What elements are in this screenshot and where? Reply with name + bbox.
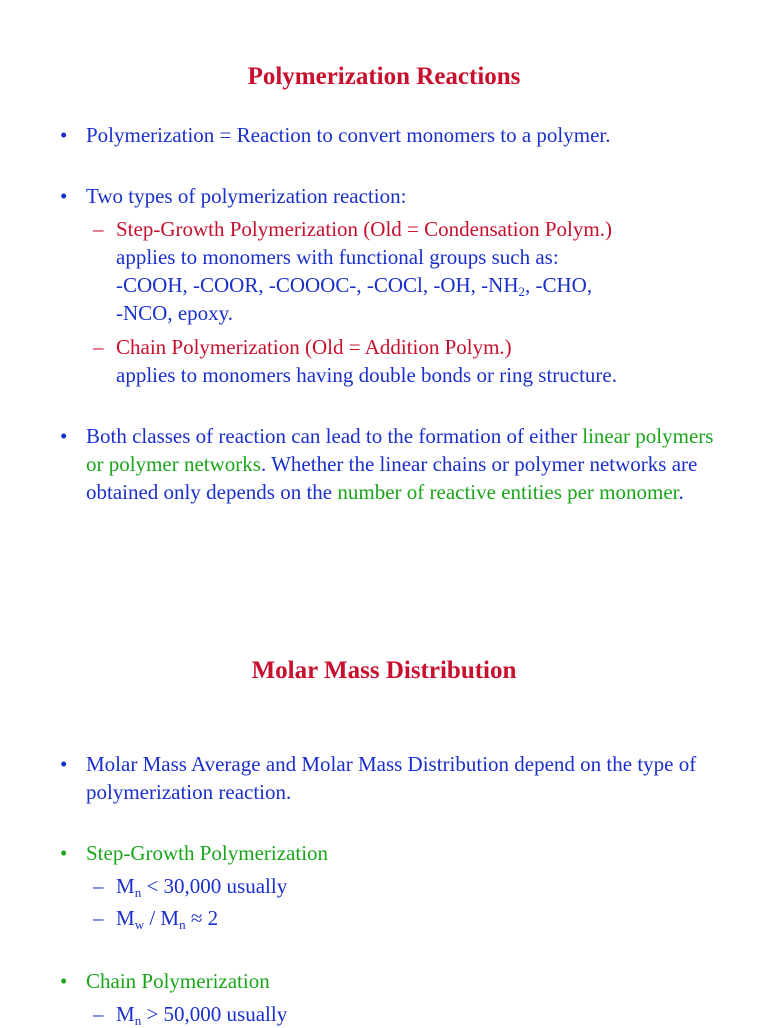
mn-text: $M_n < 30,000$ usually — [116, 874, 288, 900]
bullet-text: Chain Polymerization — [86, 969, 270, 993]
dash-marker: – — [93, 1002, 104, 1026]
dash-marker: – — [93, 874, 104, 898]
chain-line2: applies to monomers having double bonds or ring structure. — [116, 363, 617, 387]
step-growth-mn — [93, 872, 713, 900]
chain-heading: Chain Polymerization (Old = Addition Polym.) — [116, 335, 512, 359]
sub-chain — [93, 333, 713, 389]
step-growth-line2: applies to monomers with functional groups such as: — [116, 245, 559, 269]
bullet-marker: • — [60, 752, 68, 776]
bullet-polymerization-definition — [60, 121, 720, 149]
bullet-chain — [60, 967, 720, 995]
pdi-text: $M_w / M_n \approx 2$ — [116, 906, 219, 932]
bullet-text: Two types of polymerization reaction: — [86, 184, 407, 208]
sub-step-growth — [93, 215, 713, 327]
bullet-marker: • — [60, 184, 68, 208]
bullet-text: Polymerization = Reaction to convert monomers to a polymer. — [86, 123, 611, 147]
dash-marker: – — [93, 217, 104, 241]
bullet-text: Both classes of reaction can lead to the formation of either linear polymers or polymer networks. Whether the linear chains or polymer networks are obtained only depends on the number of reactive entities per monomer. — [86, 424, 714, 504]
dash-marker: – — [93, 906, 104, 930]
step-growth-heading: Step-Growth Polymerization (Old = Condensation Polym.) — [116, 217, 612, 241]
bullet-marker: • — [60, 969, 68, 993]
dash-marker: – — [93, 335, 104, 359]
bullet-molar-mass-average — [60, 750, 720, 806]
bullet-text: Molar Mass Average and Molar Mass Distribution depend on the type of polymerization reaction. — [86, 752, 697, 804]
chain-mn-text: $M_n > 50,000$ usually — [116, 1002, 288, 1028]
bullet-text: Step-Growth Polymerization — [86, 841, 329, 865]
bullet-marker: • — [60, 123, 68, 147]
functional-groups-line: -COOH, -COOR, -COOOC-, -COCl, -OH, $-NH_2$, -CHO, — [116, 273, 593, 299]
step-growth-line4: -NCO, epoxy. — [116, 301, 234, 325]
bullet-step-growth — [60, 839, 720, 867]
bullet-marker: • — [60, 841, 68, 865]
bullet-two-types — [60, 182, 720, 210]
bullet-marker: • — [60, 424, 68, 448]
bullet-both-classes — [60, 422, 720, 506]
linear-polymers-highlight: linear polymers or polymer networks — [86, 424, 714, 476]
reactive-entities-highlight: number of reactive entities per monomer — [337, 480, 679, 504]
step-growth-pdi — [93, 904, 713, 932]
section2-title: Molar Mass Distribution — [251, 657, 517, 684]
section1-title: Polymerization Reactions — [247, 63, 521, 90]
